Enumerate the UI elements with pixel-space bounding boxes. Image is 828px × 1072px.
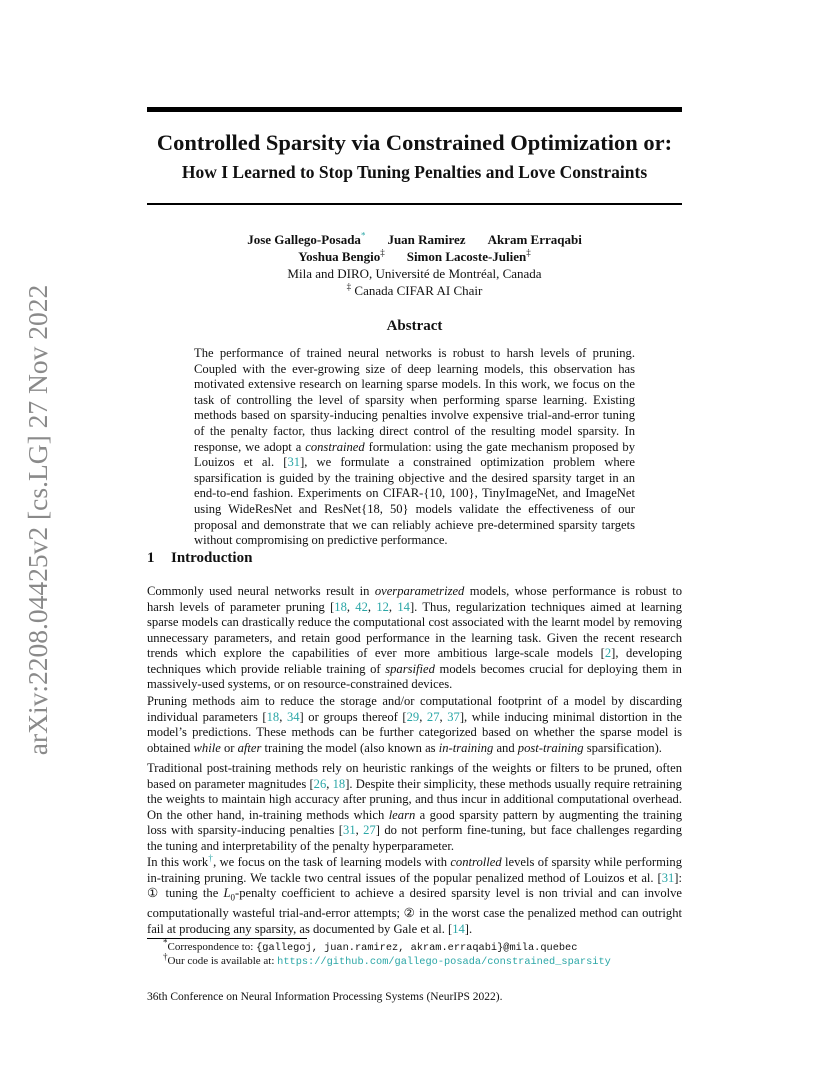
citation-link[interactable]: 14 xyxy=(452,921,465,936)
author-block xyxy=(147,231,682,299)
chair-note xyxy=(147,282,682,299)
footnote-text: Our code is available at: xyxy=(167,955,278,967)
footnote-rule xyxy=(147,938,307,939)
intro-paragraph-4 xyxy=(147,852,682,937)
para-text: Traditional post-training methods rely on heuristic rankings of the weights or filters to be pruned, often based on parameter magnitudes [ xyxy=(147,761,682,791)
abstract-heading: Abstract xyxy=(386,318,443,334)
para-text: ] do not perform fine-tuning, but face challenges regarding the tuning and interpretability of the penalty hyperparameter. xyxy=(147,823,683,853)
para-text: models becomes crucial for deploying them in massively-used systems, or on resource-constrained devices. xyxy=(147,661,682,691)
emphasis: controlled xyxy=(450,855,502,869)
emphasis: overparametrized xyxy=(374,584,465,598)
code-url-link[interactable]: https://github.com/gallego-posada/constrained_sparsity xyxy=(277,956,611,968)
footnote-marker: † xyxy=(163,951,168,962)
author-row-2 xyxy=(147,248,682,265)
footnote-marker: * xyxy=(163,937,168,948)
citation-link[interactable]: 31 xyxy=(661,870,675,885)
math-subscript: 0 xyxy=(230,892,235,903)
citation-link[interactable]: 14 xyxy=(397,599,410,614)
author-row-1 xyxy=(147,231,682,248)
section-number: 1 xyxy=(147,550,155,566)
affiliation: Mila and DIRO, Université de Montréal, Canada xyxy=(287,266,542,281)
para-text: ], while inducing minimal distortion in the model’s predictions. These methods can be further categorized based on whether the sparse model is obtained xyxy=(147,709,683,755)
section-heading xyxy=(147,550,252,567)
para-text: In this work xyxy=(147,855,209,869)
citation-link[interactable]: 18 xyxy=(332,776,346,791)
citation-link[interactable]: 42 xyxy=(355,599,368,614)
email-addresses: {gallegoj, juan.ramirez, akram.erraqabi}@mila.quebec xyxy=(256,942,578,954)
para-text: , we focus on the task of learning models with xyxy=(213,855,451,869)
conference-note: 36th Conference on Neural Information Processing Systems (NeurIPS 2022). xyxy=(147,991,503,1003)
footnote-code xyxy=(163,951,683,969)
emphasis: learn xyxy=(388,807,416,822)
chair-marker: ‡ xyxy=(346,281,352,292)
arxiv-identifier: arXiv:2208.04425v2 [cs.LG] 27 Nov 2022 xyxy=(22,284,53,756)
intro-paragraph-1: Commonly used neural networks result in overparametrized models, whose performance is robust to harsh levels of parameter pruning [18, 42, 12, 14]. Thus, regularization techniques aimed at learning sparse models can drastically reduce the computational cost associated with the learnt model by removing unnecessary parameters, and retain good performance in the learning task. Given the recent research trends which explore the capabilities of ever more ambitious large-scale models [2], developing techniques which provide reliable training of sparsified models becomes crucial for deploying them in massively-used systems, or on resource-constrained devices. xyxy=(147,584,683,691)
emphasis: sparsified xyxy=(385,661,435,676)
section-title: Introduction xyxy=(171,550,253,566)
para-text: ]. xyxy=(464,921,473,936)
para-text: ]: ① tuning the xyxy=(147,870,682,900)
citation-link[interactable]: 18 xyxy=(334,599,347,614)
emphasis: post-training xyxy=(517,740,584,755)
abstract-text: ], we formulate a constrained optimization problem where sparsification is guided by the training objective and the desired sparsity target in an end-to-end fashion. Experiments on CIFAR-{10, 100}, TinyImageNet, and ImageNet using WideResNet and ResNet{18, 50} models validate the effectiveness of our proposal and demonstrate that we can reliably achieve pre-determined sparsity targets without compromising on predictive performance. xyxy=(194,455,635,548)
emphasis: in-training xyxy=(438,740,494,755)
citation-link[interactable]: 12 xyxy=(376,599,389,614)
paper-subtitle: How I Learned to Stop Tuning Penalties and Love Constraints xyxy=(181,162,648,182)
abstract-emphasis: constrained xyxy=(305,439,365,454)
chair-text: Canada CIFAR AI Chair xyxy=(354,283,483,298)
para-text: a good sparsity pattern by augmenting the training loss with sparsity-inducing penalties [ xyxy=(147,807,682,837)
citation-link[interactable]: 37 xyxy=(447,709,460,724)
citation-link[interactable]: 18 xyxy=(266,709,280,724)
abstract-body xyxy=(194,346,635,549)
para-text: or xyxy=(220,740,238,755)
para-text: -penalty coefficient to achieve a desired sparsity level is non trivial and can involve computationally wasteful trial-and-error attempts; ② in the worst case the penalized method can outright fail at producing any sparsity, as documented by Gale et al. [ xyxy=(147,886,682,936)
citation-link[interactable]: 31 xyxy=(287,455,301,470)
para-text: ]. Despite their simplicity, these methods usually require retraining the weights to maintain high accuracy after pruning, and thus incur in additional computational overhead. On the other hand, in-training methods which xyxy=(147,776,682,822)
title-rule-bottom xyxy=(147,203,682,205)
title-rule-top xyxy=(147,107,682,112)
footnote-text: Correspondence to: xyxy=(167,941,257,953)
emphasis: after xyxy=(237,740,262,755)
footnote-marker-link[interactable]: † xyxy=(208,852,214,863)
author-name: Yoshua Bengio xyxy=(298,249,381,264)
citation-link[interactable]: 29 xyxy=(406,709,420,724)
footnote-marker: ‡ xyxy=(380,247,385,258)
author-name: Simon Lacoste-Julien xyxy=(406,249,527,264)
abstract-text: formulation: using the gate mechanism proposed by Louizos et al. [ xyxy=(194,439,636,470)
para-text: ], developing techniques which provide reliable training of xyxy=(147,646,682,676)
footnote-correspondence xyxy=(163,937,683,955)
para-text: Commonly used neural networks result in xyxy=(147,584,375,598)
para-text: training the model (also known as xyxy=(261,740,439,755)
author-name: Akram Erraqabi xyxy=(487,232,582,247)
para-text: levels of sparsity while performing in-training pruning. We tackle two central issues of the popular penalized method of Louizos et al. [ xyxy=(147,855,682,885)
para-text: ] or groups thereof [ xyxy=(299,709,407,724)
emphasis: while xyxy=(193,740,221,755)
intro-paragraph-3: Traditional post-training methods rely on heuristic rankings of the weights or filters to be pruned, often based on parameter magnitudes [26, 18]. Despite their simplicity, these methods usually require retraining the weights to maintain high accuracy after pruning, and thus incur in additional computational overhead. On the other hand, in-training methods which learn a good sparsity pattern by augmenting the training loss with sparsity-inducing penalties [31, 27] do not perform fine-tuning, but face challenges regarding the tuning and interpretability of the penalty hyperparameter. xyxy=(147,761,683,853)
para-text: ]. Thus, regularization techniques aimed at learning sparse models can drastically reduce the computational cost associated with the learnt model by removing unnecessary parameters, and retain good performance in the learning task. Given the recent research trends which explore the capabilities of ever more ambitious large-scale models [ xyxy=(147,599,683,660)
para-text: and xyxy=(493,740,518,755)
author-name: Jose Gallego-Posada xyxy=(247,232,361,247)
citation-link[interactable]: 26 xyxy=(313,776,327,791)
para-text: Pruning methods aim to reduce the storage and/or computational footprint of a model by discarding individual parameters [ xyxy=(147,694,682,724)
citation-link[interactable]: 2 xyxy=(604,646,612,660)
footnote-marker: ‡ xyxy=(526,247,531,258)
abstract-text: The performance of trained neural networks is robust to harsh levels of pruning. Coupled with the ever-growing size of deep learning models, this observation has motivated extensive research on learning sparse models. In this work, we focus on the task of controlling the level of sparsity when performing sparse learning. Existing methods based on sparsity-inducing penalties involve expensive trial-and-error tuning of the penalty factor, thus lacking direct control of the resulting model sparsity. In response, we adopt a xyxy=(194,346,635,454)
math-symbol: L xyxy=(223,886,231,900)
citation-link[interactable]: 31 xyxy=(343,823,356,837)
citation-link[interactable]: 27 xyxy=(363,823,376,837)
author-name: Juan Ramirez xyxy=(387,232,466,247)
para-text: models, whose performance is robust to harsh levels of parameter pruning [ xyxy=(147,584,682,614)
footnote-marker-link[interactable]: * xyxy=(360,230,366,241)
paper-title: Controlled Sparsity via Constrained Optimization or: xyxy=(156,130,673,155)
citation-link[interactable]: 34 xyxy=(286,709,300,724)
intro-paragraph-2: Pruning methods aim to reduce the storage and/or computational footprint of a model by discarding individual parameters [18, 34] or groups thereof [29, 27, 37], while inducing minimal distortion in the model’s predictions. These methods can be further categorized based on whether the sparse model is obtained while or after training the model (also known as in-training and post-training sparsification). xyxy=(147,694,683,755)
para-text: sparsification). xyxy=(583,740,662,755)
citation-link[interactable]: 27 xyxy=(426,709,440,724)
